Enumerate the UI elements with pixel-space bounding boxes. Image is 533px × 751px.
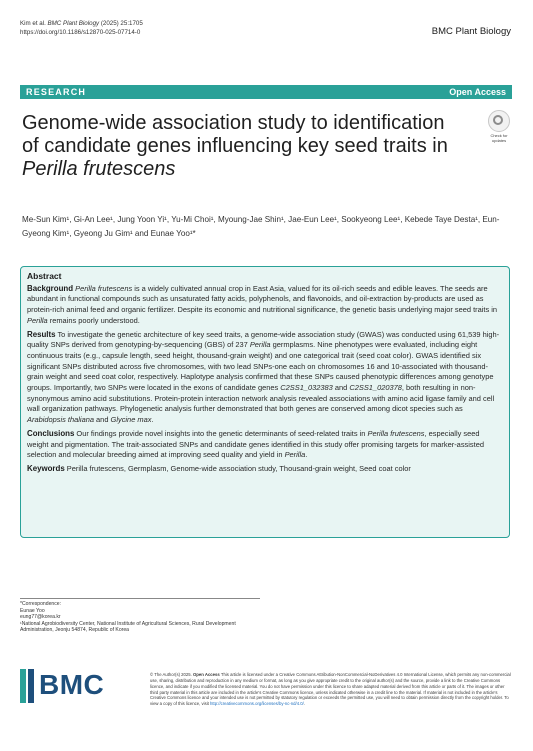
results-label: Results <box>27 329 56 339</box>
abstract-box <box>20 266 510 538</box>
license-link[interactable]: http://creativecommons.org/licenses/by-nc-nd/4.0/ <box>210 701 304 707</box>
article-title <box>22 112 452 181</box>
correspondence-label: *Correspondence: <box>20 601 62 607</box>
journal-name: BMC Plant Biology <box>431 26 511 37</box>
correspondence-email[interactable]: eung77@korea.kr <box>20 614 61 621</box>
license-text: © The Author(s) 2025. Open Access This article is licensed under a Creative Commons Attribution-NonCommercial-NoDerivatives 4.0 International License, which permits any non-commercial use, sharing, distribution and reproduction in any medium or format, as long as you give appropriate credit to the original author(s) and the source, provide a link to the Creative Commons licence, and indicate if you modified the licensed material. You do not have permission under this licence to share adapted material derived from this article or parts of it. The images or other third party material in this article are included in the article's Creative Commons licence, unless indicated otherwise in a credit line to the material. If material is not included in the article's Creative Commons licence and your intended use is not permitted by statutory regulation or exceeds the permitted use, you will need to obtain permission directly from the copyright holder. To view a copy of this licence, visit http://creativecommons.org/licenses/by-nc-nd/4.0/. <box>150 672 511 707</box>
footnote-divider <box>20 598 260 599</box>
title-main: Genome-wide association study to identification of candidate genes influencing key seed traits in <box>22 112 448 157</box>
citation-journal: BMC Plant Biology <box>47 20 100 27</box>
abstract-background: Background Perilla frutescens is a widely cultivated annual crop in East Asia, valued for its oil-rich seeds and edible leaves. The seeds are abundant in functional compounds such as unsaturated fatty acids, polyphenols, and flavonoids, and oil-extraction by-products are used as protein-rich animal feed and organic fertilizer. Despite its economic and nutritional significance, the genetic basis underlying major seed traits in Perilla remains poorly understood. <box>27 283 498 325</box>
abstract-results: Results To investigate the genetic architecture of key seed traits, a genome-wide association study (GWAS) was conducted using 61,539 high-quality SNPs derived from genotyping-by-sequencing (GBS) of 237 Perilla germplasms. Nine phenotypes were evaluated, including eight continuous traits (e.g., capsule length, seed height, thousand-grain weight) and one categorical trait (seed coat color). GWAS identified six significant SNPs distributed across five chromosomes, with two lead SNPs-one each on chromosomes 16 and 10-associated with thousand-grain weight and seed coat color, respectively. Haplotype analysis confirmed that these SNPs caused phenotypic differences among genotype groups. Importantly, two SNPs were located in the exons of candidate genes C2SS1_032383 and C2SS1_020378, both resulting in non-synonymous amino acid substitutions. Protein-protein interaction network analysis revealed associations with amino acid ligase family and cell wall organization pathways. Phylogenetic analysis further demonstrated that both genes are conserved among dicot species such as Arabidopsis thaliana and Glycine max. <box>27 329 500 425</box>
author-list: Me-Sun Kim¹, Gi-An Lee¹, Jung Yoon Yi¹, Yu-Mi Choi¹, Myoung-Jae Shin¹, Jae-Eun Lee¹, Sookyeong Lee¹, Kebede Taye Desta¹, Eun-Gyeong Kim¹, Gyeong Ju Gim¹ and Eunae Yoo¹* <box>22 215 500 238</box>
citation-volume: (2025) 25:1705 <box>99 20 143 27</box>
author-affiliation: ¹National Agrobiodiversity Center, National Institute of Agricultural Sciences, Rural Development Administration, Jeonju 54874, Republic of Korea <box>20 620 236 634</box>
logo-wordmark: BMC <box>39 669 105 700</box>
keywords-label: Keywords <box>27 463 65 473</box>
abstract-keywords: Keywords Perilla frutescens, Germplasm, Genome-wide association study, Thousand-grain weight, Seed coat color <box>27 463 411 473</box>
correspondence-block <box>20 601 260 634</box>
abstract-heading: Abstract <box>27 271 62 281</box>
citation-authors: Kim et al. <box>20 20 48 27</box>
article-type-band <box>20 85 512 99</box>
bmc-logo <box>20 669 132 703</box>
license-open-access: Open Access <box>192 672 220 677</box>
correspondence-name: Eunae Yoo <box>20 607 45 614</box>
check-for-updates-button[interactable] <box>487 110 511 143</box>
citation-block <box>20 20 143 37</box>
logo-bar-blue <box>28 669 34 703</box>
doi-link[interactable]: https://doi.org/10.1186/s12870-025-07714-0 <box>20 28 141 36</box>
background-label: Background <box>27 283 74 293</box>
article-type-label: RESEARCH <box>26 87 87 97</box>
open-access-label: Open Access <box>449 87 506 97</box>
citation-line <box>20 20 143 29</box>
check-updates-icon <box>488 110 510 132</box>
conclusions-label: Conclusions <box>27 428 75 438</box>
logo-bar-teal <box>20 669 26 703</box>
abstract-conclusions: Conclusions Our findings provide novel insights into the genetic determinants of seed-related traits in Perilla frutescens, especially seed weight and pigmentation. The trait-associated SNPs and candidate genes identified in this study offer promising targets for marker-assisted selection and molecular breeding aimed at improving seed quality and yield in Perilla. <box>27 428 484 460</box>
title-species: Perilla frutescens <box>22 158 176 180</box>
check-updates-label: Check for updates <box>490 133 508 143</box>
